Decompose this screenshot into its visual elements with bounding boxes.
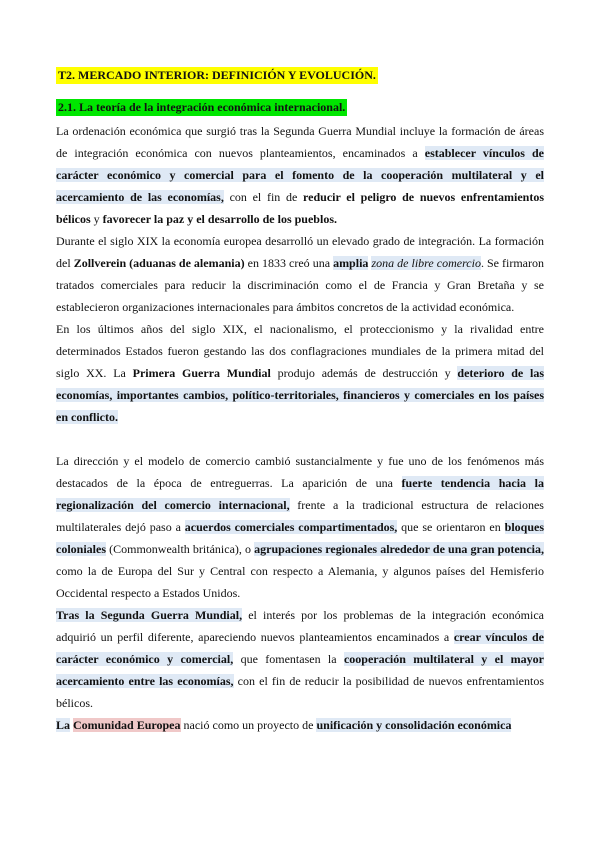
- section-subtitle: 2.1. La teoría de la integración económica internacional.: [58, 100, 346, 114]
- p3-text: produjo además de destrucción y: [270, 366, 458, 380]
- p6-highlight: unificación y consolidación económica: [316, 718, 512, 732]
- page-title: T2. MERCADO INTERIOR: DEFINICIÓN Y EVOLUCIÓN.: [58, 68, 376, 82]
- p4-highlight: fuerte tendencia hacia la regionalización del comercio internacional,: [56, 476, 544, 512]
- p2-text: en 1833 creó una: [244, 256, 334, 270]
- paragraph-4: [56, 450, 544, 604]
- p1-highlight: establecer vínculos de carácter económico y comercial para el fomento de la cooperación multilateral y el acercamiento de las economías,: [56, 146, 544, 204]
- p2-text: Durante el siglo XIX la economía europea desarrolló un elevado grado de integración. La formación del: [56, 234, 544, 270]
- p4-text: como la de Europa del Sur y Central con respecto a Alemania, y algunos países del Hemisferio Occidental respecto a Estados Unidos.: [56, 564, 544, 600]
- p4-text: frente a la tradicional estructura de relaciones multilaterales dejó paso a: [56, 498, 544, 534]
- p4-highlight: bloques coloniales: [56, 520, 544, 556]
- p2-highlight: amplia: [333, 256, 369, 270]
- p6-pink-highlight: Comunidad Europea: [73, 718, 181, 732]
- paragraph-3: [56, 318, 544, 428]
- p5-highlight: Tras la Segunda Guerra Mundial,: [56, 608, 243, 622]
- p1-text: y: [90, 212, 103, 226]
- p1-text: La ordenación económica que surgió tras la Segunda Guerra Mundial incluye la formación de áreas de integración económica con nuevos planteamientos, encaminados a: [56, 124, 544, 160]
- p5-text: con el fin de reducir la posibilidad de nuevos enfrentamientos bélicos.: [56, 674, 544, 710]
- p3-highlight: deterioro de las economías, importantes cambios, político-territoriales, financieros y comerciales en los países en conflicto.: [56, 366, 545, 424]
- p1-bold: reducir el peligro de nuevos enfrentamientos bélicos: [56, 190, 544, 226]
- paragraph-5: [56, 604, 544, 714]
- p2-text: . Se firmaron tratados comerciales para reducir la discriminación como el de Francia y Gran Bretaña y se establecieron organizaciones internacionales para ámbitos concretos de la actividad económica.: [56, 256, 544, 314]
- p4-highlight: acuerdos comerciales compartimentados,: [184, 520, 398, 534]
- p5-text: el interés por los problemas de la integración económica adquirió un perfil diferente, apareciendo nuevos planteamientos encaminados a: [56, 608, 544, 644]
- p2-italic-highlight: zona de libre comercio: [371, 256, 481, 270]
- p4-text: que se orientaron en: [397, 520, 505, 534]
- p6-highlight: La: [56, 718, 71, 732]
- paragraph-gap: [56, 428, 544, 450]
- paragraph-6: [56, 714, 544, 736]
- p2-bold: Zollverein (aduanas de alemania): [73, 256, 245, 270]
- p4-highlight: agrupaciones regionales alrededor de una gran potencia,: [254, 542, 544, 556]
- title-row: [56, 66, 544, 98]
- p4-text: (Commonwealth británica), o: [106, 542, 255, 556]
- subtitle-row: [56, 98, 544, 120]
- p3-text: En los últimos años del siglo XIX, el nacionalismo, el proteccionismo y la rivalidad entre determinados Estados fueron gestando las dos conflagraciones mundiales de la primera mitad del siglo XX. La: [56, 322, 544, 380]
- p1-bold: favorecer la paz y el desarrollo de los pueblos.: [102, 212, 337, 226]
- p5-text: que fomentasen la: [233, 652, 344, 666]
- p1-text: con el fin de: [223, 190, 304, 204]
- paragraph-1: [56, 120, 544, 230]
- p5-highlight: crear vínculos de carácter económico y comercial,: [56, 630, 545, 666]
- p3-bold: Primera Guerra Mundial: [132, 366, 271, 380]
- paragraph-2: [56, 230, 544, 318]
- p6-text: nació como un proyecto de: [180, 718, 317, 732]
- p4-text: La dirección y el modelo de comercio cambió sustancialmente y fue uno de los fenómenos más destacados de la época de entreguerras. La aparición de una: [56, 454, 544, 490]
- p5-highlight: cooperación multilateral y el mayor acercamiento entre las economías,: [56, 652, 544, 688]
